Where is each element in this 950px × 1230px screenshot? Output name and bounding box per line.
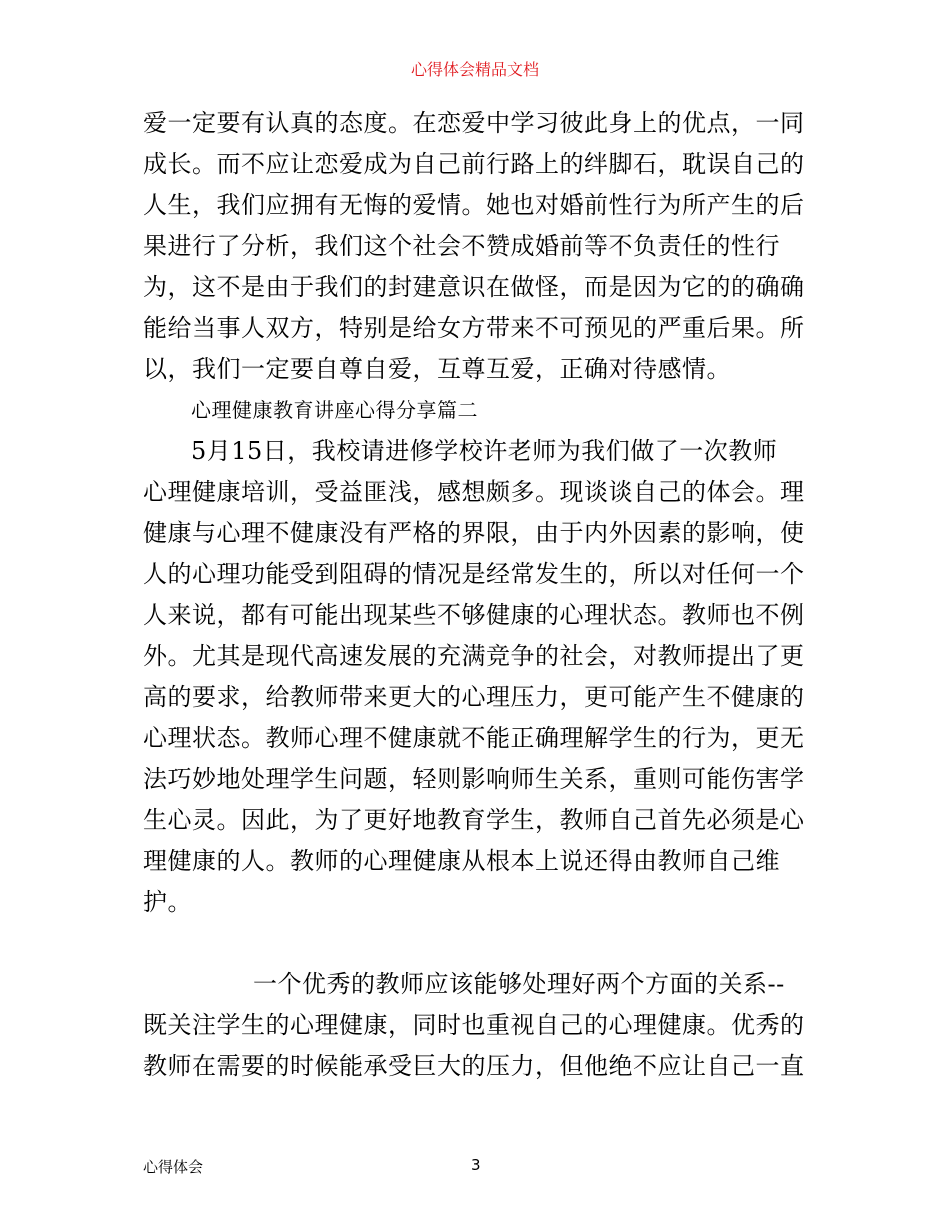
- paragraph-line: 护。: [143, 888, 192, 916]
- paragraph-line: 心理健康培训，受益匪浅，感想颇多。现谈谈自己的体会。理: [143, 478, 805, 506]
- paragraph-line: 以，我们一定要自尊自爱，互尊互爱，正确对待感情。: [143, 355, 731, 383]
- blank-line: [143, 923, 818, 964]
- paragraph-line: 法巧妙地处理学生问题，轻则影响师生关系，重则可能伤害学: [143, 765, 805, 793]
- paragraph-line: 成长。而不应让恋爱成为自己前行路上的绊脚石，耽误自己的: [143, 150, 805, 178]
- paragraph-line: 理健康的人。教师的心理健康从根本上说还得由教师自己维: [143, 847, 780, 875]
- paragraph-line: 教师在需要的时候能承受巨大的压力，但他绝不应让自己一直: [143, 1052, 805, 1080]
- section-heading: 心理健康教育讲座心得分享篇二: [191, 398, 478, 422]
- paragraph-line: 生心灵。因此，为了更好地教育学生，教师自己首先必须是心: [143, 806, 805, 834]
- paragraph-line: 外。尤其是现代高速发展的充满竞争的社会，对教师提出了更: [143, 642, 805, 670]
- paragraph-line: 爱一定要有认真的态度。在恋爱中学习彼此身上的优点，一同: [143, 109, 805, 137]
- document-body: [143, 103, 818, 1087]
- paragraph-line: 心理状态。教师心理不健康就不能正确理解学生的行为，更无: [143, 724, 805, 752]
- paragraph-line: 一个优秀的教师应该能够处理好两个方面的关系--: [253, 970, 785, 998]
- paragraph-line: 人的心理功能受到阻碍的情况是经常发生的，所以对任何一个: [143, 560, 805, 588]
- paragraph-line: 能给当事人双方，特别是给女方带来不可预见的严重后果。所: [143, 314, 805, 342]
- paragraph-line: 高的要求，给教师带来更大的心理压力，更可能产生不健康的: [143, 683, 805, 711]
- paragraph-line: 为，这不是由于我们的封建意识在做怪，而是因为它的的确确: [143, 273, 805, 301]
- document-header-title: 心得体会精品文档: [410, 60, 539, 79]
- paragraph-line: 人来说，都有可能出现某些不够健康的心理状态。教师也不例: [143, 601, 805, 629]
- page-number: 3: [471, 1156, 481, 1174]
- paragraph-line: 人生，我们应拥有无悔的爱情。她也对婚前性行为所产生的后: [143, 191, 805, 219]
- paragraph-line: 健康与心理不健康没有严格的界限，由于内外因素的影响，使: [143, 519, 805, 547]
- paragraph-line: 果进行了分析，我们这个社会不赞成婚前等不负责任的性行: [143, 232, 780, 260]
- paragraph-line: 既关注学生的心理健康，同时也重视自己的心理健康。优秀的: [143, 1011, 805, 1039]
- footer-label: 心得体会: [143, 1158, 204, 1176]
- paragraph-line: 5月15日，我校请进修学校许老师为我们做了一次教师: [191, 437, 778, 465]
